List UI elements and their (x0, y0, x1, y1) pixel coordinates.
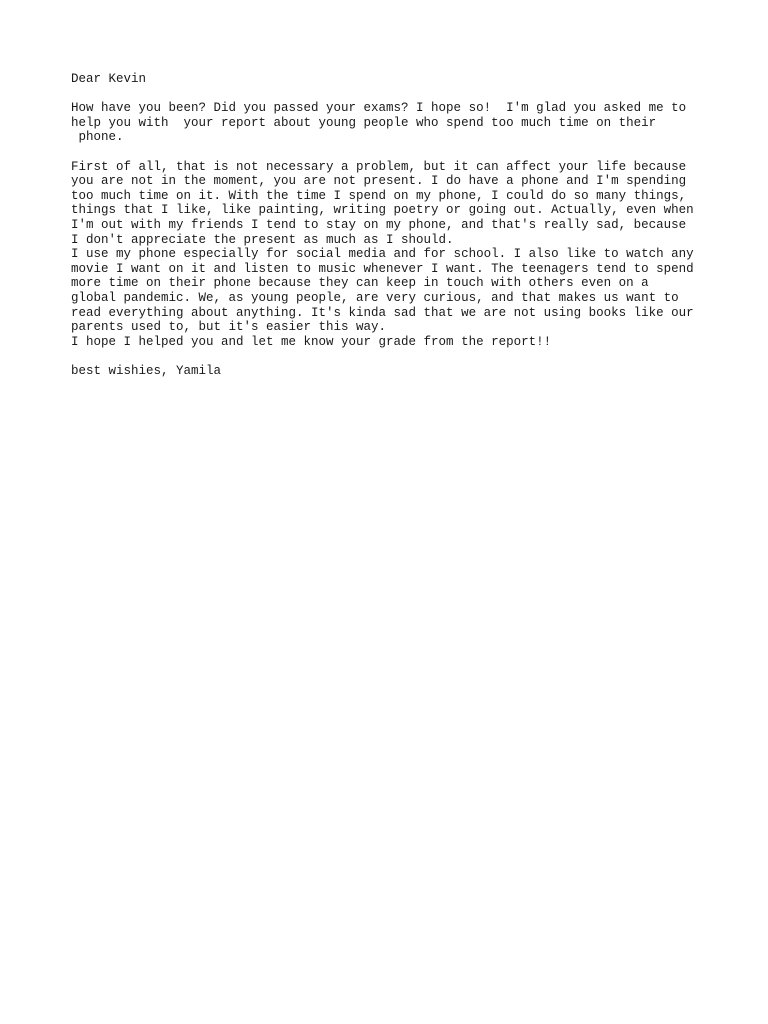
letter-paragraph-2 (71, 160, 731, 350)
letter-closing: best wishies, Yamila (71, 363, 222, 378)
text-line: too much time on it. With the time I spend on my phone, I could do so many things, (71, 188, 687, 203)
text-line: read everything about anything. It's kinda sad that we are not using books like our (71, 305, 694, 320)
paragraph-spacer (71, 349, 731, 364)
text-line: I hope I helped you and let me know your grade from the report!! (71, 334, 552, 349)
paragraph-spacer (71, 145, 731, 160)
text-line: help you with your report about young people who spend too much time on their (71, 115, 657, 130)
text-line: more time on their phone because they can keep in touch with others even on a (71, 276, 649, 291)
text-line: things that I like, like painting, writing poetry or going out. Actually, even when (71, 203, 694, 218)
text-line: movie I want on it and listen to music whenever I want. The teenagers tend to spend (71, 261, 694, 276)
text-line: I use my phone especially for social media and for school. I also like to watch any (71, 247, 694, 262)
text-line: you are not in the moment, you are not present. I do have a phone and I'm spending (71, 174, 687, 189)
letter-greeting: Dear Kevin (71, 72, 147, 86)
text-line: I don't appreciate the present as much as I should. (71, 232, 454, 247)
text-line: phone. (71, 130, 124, 145)
paragraph-spacer (71, 87, 731, 102)
text-line: global pandemic. We, as young people, are very curious, and that makes us want to (71, 290, 679, 305)
text-line: parents used to, but it's easier this way. (71, 320, 387, 335)
text-line: First of all, that is not necessary a problem, but it can affect your life because (71, 159, 687, 174)
text-line: I'm out with my friends I tend to stay on my phone, and that's really sad, because (71, 217, 687, 232)
text-line: How have you been? Did you passed your exams? I hope so! I'm glad you asked me to (71, 101, 687, 116)
letter-document (71, 72, 731, 378)
letter-paragraph-1 (71, 101, 731, 145)
